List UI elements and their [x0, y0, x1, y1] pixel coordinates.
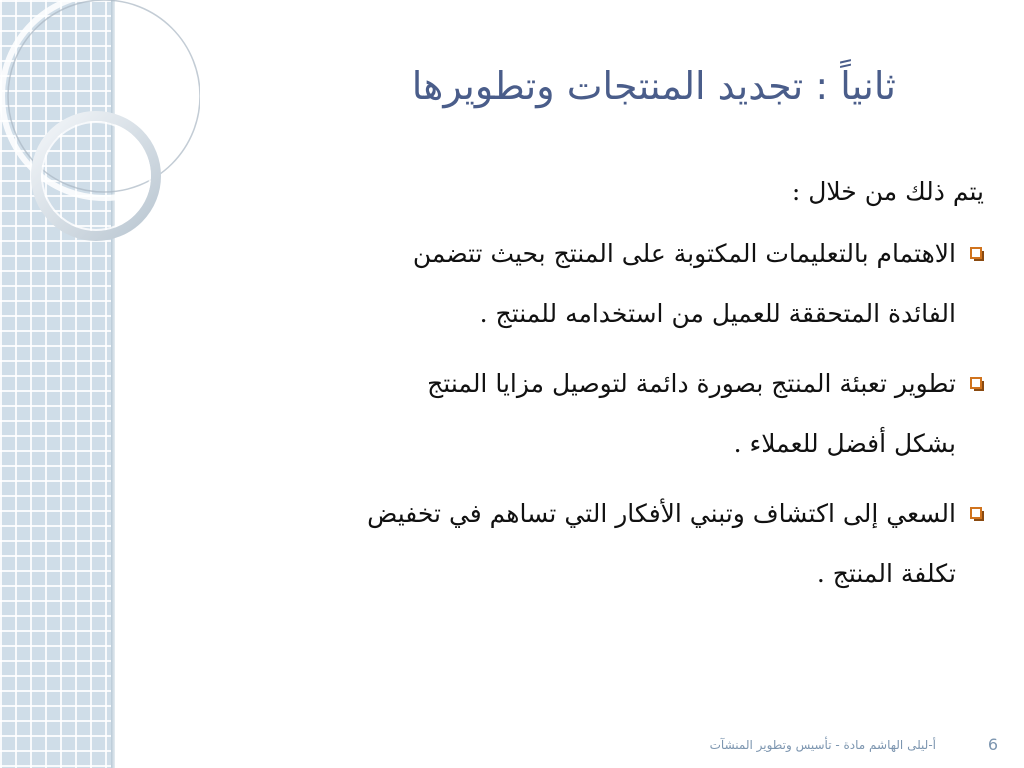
- slide-body: [184, 172, 984, 614]
- square-bullet-icon: [970, 507, 982, 519]
- bullet-line: السعي إلى اكتشاف وتبني الأفكار التي تساهم في تخفيض: [367, 499, 956, 528]
- bullet-item: [184, 224, 984, 344]
- page-number: 6: [987, 735, 998, 754]
- slide-footer: أ-ليلى الهاشم مادة - تأسيس وتطوير المنشآت: [709, 738, 936, 752]
- intro-text: يتم ذلك من خلال :: [791, 177, 984, 206]
- slide-title: ثانياً : تجديد المنتجات وتطويرها: [411, 64, 896, 108]
- bullet-line: الاهتمام بالتعليمات المكتوبة على المنتج بحيث تتضمن: [412, 239, 956, 268]
- decorative-circles: [0, 0, 200, 300]
- square-bullet-icon: [970, 377, 982, 389]
- bullet-line: بشكل أفضل للعملاء .: [733, 429, 956, 458]
- small-ring-highlight-shape: [42, 122, 150, 230]
- bullet-line: تطوير تعبئة المنتج بصورة دائمة لتوصيل مزايا المنتج: [427, 369, 956, 398]
- small-ring-shape: [36, 116, 156, 236]
- bullet-item: [184, 484, 984, 604]
- bullet-line: تكلفة المنتج .: [816, 559, 956, 588]
- square-bullet-icon: [970, 247, 982, 259]
- bullet-line: الفائدة المتحققة للعميل من استخدامه للمنتج .: [479, 299, 956, 328]
- bullet-item: [184, 354, 984, 474]
